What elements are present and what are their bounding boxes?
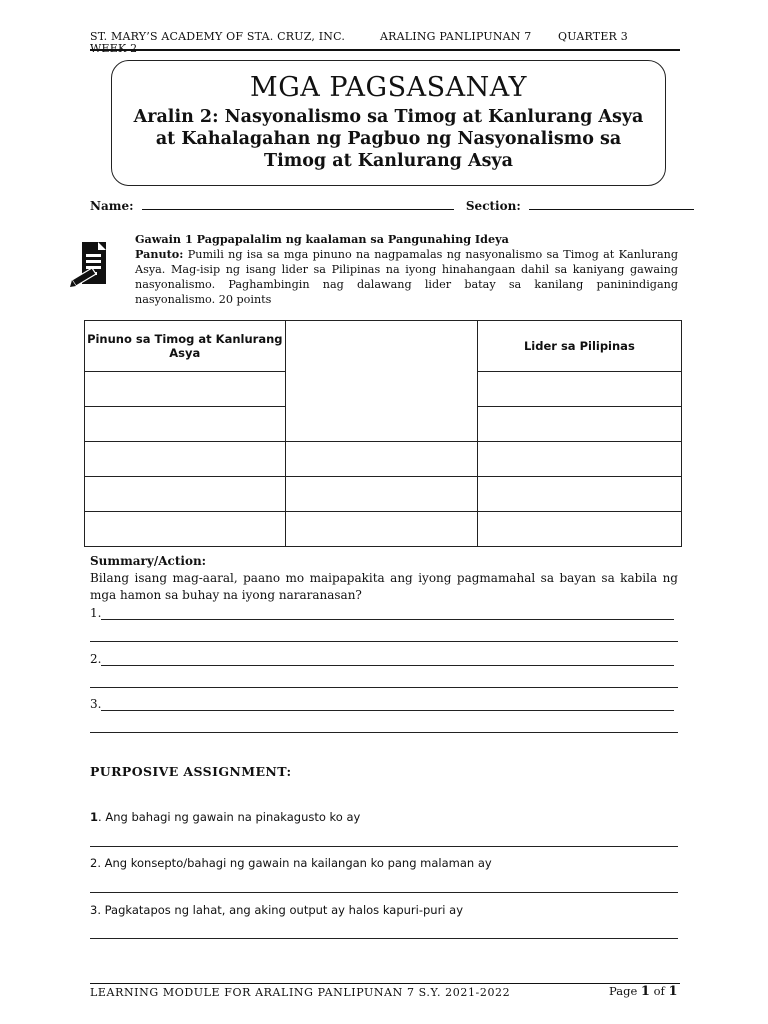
lesson-title [112, 106, 665, 172]
document-pencil-icon [68, 240, 114, 292]
purposive-item-2: 2. Ang konsepto/bahagi ng gawain na kailangan ko pang malaman ay [90, 856, 492, 870]
school-name: ST. MARY’S ACADEMY OF STA. CRUZ, INC. [90, 30, 346, 43]
table-cell[interactable] [477, 442, 681, 477]
section-label: Section: [465, 199, 521, 213]
subject-name: ARALING PANLIPUNAN 7 [380, 30, 532, 43]
table-cell[interactable] [285, 477, 477, 512]
answer-line[interactable] [101, 710, 674, 711]
page-title: MGA PAGSASANAY [250, 72, 527, 103]
table-row [85, 512, 682, 547]
table-cell[interactable] [85, 407, 286, 442]
table-cell[interactable] [285, 442, 477, 477]
activity-block [135, 232, 678, 307]
answer-number-3: 3. [90, 697, 102, 711]
table-cell[interactable] [85, 372, 286, 407]
of-word: of [653, 984, 665, 998]
table-cell[interactable] [85, 442, 286, 477]
name-label: Name: [90, 199, 134, 213]
table-cell[interactable] [477, 477, 681, 512]
purposive-item-3: 3. Pagkatapos ng lahat, ang aking output ay halos kapuri-puri ay [90, 903, 464, 917]
comparison-table [84, 320, 682, 547]
lesson-title-line-2: at Kahalagahan ng Pagbuo ng Nasyonalismo sa [155, 129, 622, 149]
activity-title: Gawain 1 Pagpapalalim ng kaalaman sa Pangunahing Ideya [135, 232, 509, 246]
purposive-item-1-number: 1 [90, 810, 99, 824]
answer-line[interactable] [90, 938, 678, 939]
section-field[interactable] [529, 199, 694, 210]
page-word: Page [609, 984, 638, 998]
summary-question: Bilang isang mag-aaral, paano mo maipapakita ang iyong pagmamahal sa bayan sa kabila ng mga hamon sa buhay na iyong nararanasan? [90, 571, 678, 602]
answer-line[interactable] [90, 892, 678, 893]
purposive-item-1-text: . Ang bahagi ng gawain na pinakagusto ko ay [98, 810, 361, 824]
header-leader-philippines: Lider sa Pilipinas [477, 321, 681, 372]
header-rule [90, 49, 680, 51]
week-label: WEEK 2 [90, 42, 138, 55]
table-cell[interactable] [477, 512, 681, 547]
answer-line[interactable] [101, 619, 674, 620]
page-total: 1 [668, 984, 678, 999]
answer-line[interactable] [90, 641, 678, 642]
answer-number-1: 1. [90, 606, 102, 620]
page-number [609, 984, 678, 999]
purposive-assignment-heading: PURPOSIVE ASSIGNMENT: [90, 764, 292, 779]
table-cell[interactable] [85, 477, 286, 512]
table-cell[interactable] [285, 512, 477, 547]
table-row [85, 477, 682, 512]
footer-rule [90, 983, 680, 984]
activity-instructions [135, 247, 678, 307]
table-header-row [85, 321, 682, 372]
quarter-label: QUARTER 3 [558, 30, 628, 43]
summary-label: Summary/Action: [90, 554, 207, 568]
table-cell[interactable] [85, 512, 286, 547]
summary-block [90, 553, 678, 604]
answer-line[interactable] [90, 732, 678, 733]
name-field[interactable] [142, 199, 454, 210]
table-cell[interactable] [477, 407, 681, 442]
table-row [85, 442, 682, 477]
purposive-item-1 [90, 810, 360, 824]
instructions-label: Panuto: [135, 247, 184, 261]
instructions-text: Pumili ng isa sa mga pinuno na nagpamalas ng nasyonalismo sa Timog at Kanlurang Asya. Mag-isip ng isang lider sa Pilipinas na iyong hinahangaan dahil sa kaniyang gawaing nasyonalismo. Paghambingin nag dalawang lider batay sa kanilang paninindigang nasyonalismo. 20 points [135, 248, 678, 306]
lesson-title-line-1: Aralin 2: Nasyonalismo sa Timog at Kanlurang Asya [133, 107, 644, 127]
header-middle-column [285, 321, 477, 442]
answer-line[interactable] [101, 665, 674, 666]
table-cell[interactable] [477, 372, 681, 407]
answer-number-2: 2. [90, 652, 102, 666]
page-current: 1 [640, 984, 650, 999]
name-section-row [90, 199, 694, 213]
title-box [111, 60, 666, 186]
footer-module-text: LEARNING MODULE FOR ARALING PANLIPUNAN 7 S.Y. 2021-2022 [90, 986, 511, 999]
header-leader-asia: Pinuno sa Timog at Kanlurang Asya [85, 321, 286, 372]
answer-line[interactable] [90, 687, 678, 688]
answer-line[interactable] [90, 846, 678, 847]
lesson-title-line-3: Timog at Kanlurang Asya [264, 151, 513, 171]
